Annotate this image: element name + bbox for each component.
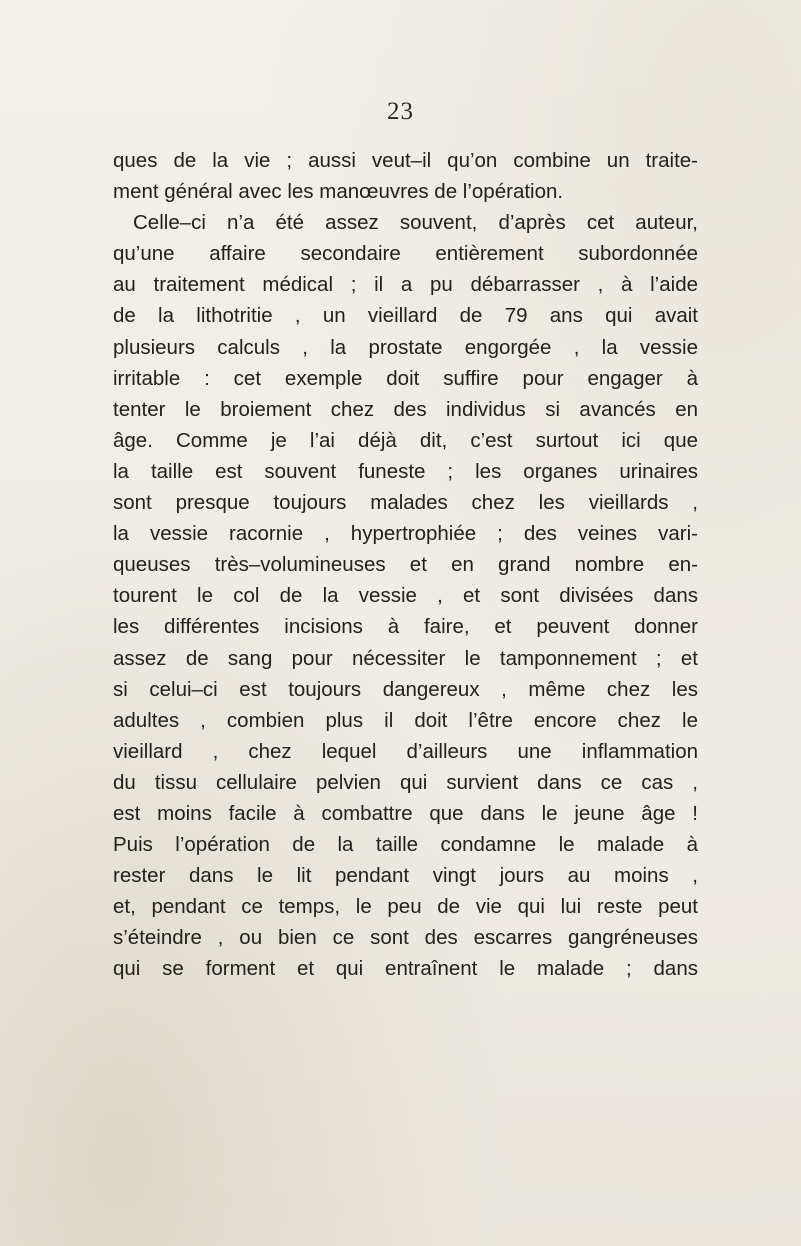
text-line: Celle–ci n’a été assez souvent, d’après cet auteur, [133,211,698,235]
text-line: tenter le broiement chez des individus si avancés en [113,397,698,421]
text-line: ment général avec les manœuvres de l’opération. [113,180,564,204]
text-line: les différentes incisions à faire, et peuvent donner [113,615,698,639]
text-line: qui se forment et qui entraînent le malade ; dans [113,957,698,981]
text-line: la vessie racornie , hypertrophiée ; des veines vari- [113,522,698,546]
text-line: qu’une affaire secondaire entièrement subordonnée [113,242,698,266]
text-line: adultes , combien plus il doit l’être encore chez le [113,708,698,732]
body-paragraph [113,145,698,985]
text-line: ques de la vie ; aussi veut–il qu’on combine un traite- [113,149,698,172]
text-line: vieillard , chez lequel d’ailleurs une inflammation [113,739,698,763]
text-line: Puis l’opération de la taille condamne le malade à [113,833,698,857]
text-line: de la lithotritie , un vieillard de 79 ans qui avait [113,304,698,328]
text-line: au traitement médical ; il a pu débarrasser , à l’aide [113,273,698,297]
text-line: si celui–ci est toujours dangereux , même chez les [113,677,698,701]
page-number: 23 [387,98,414,125]
text-line: s’éteindre , ou bien ce sont des escarres gangréneuses [113,926,698,950]
text-line: tourent le col de la vessie , et sont divisées dans [113,584,698,608]
text-line: et, pendant ce temps, le peu de vie qui lui reste peut [113,895,698,919]
text-line: sont presque toujours malades chez les vieillards , [113,491,698,515]
text-line: queuses très–volumineuses et en grand nombre en- [113,553,698,577]
text-line: plusieurs calculs , la prostate engorgée , la vessie [113,335,698,359]
text-line: assez de sang pour nécessiter le tamponnement ; et [113,646,698,670]
text-line: du tissu cellulaire pelvien qui survient dans ce cas , [113,770,698,794]
text-line: âge. Comme je l’ai déjà dit, c’est surtout ici que [113,428,698,452]
text-line: rester dans le lit pendant vingt jours au moins , [113,864,698,888]
text-line: la taille est souvent funeste ; les organes urinaires [113,459,698,483]
text-line: irritable : cet exemple doit suffire pour engager à [113,366,698,390]
text-line: est moins facile à combattre que dans le jeune âge ! [113,801,698,825]
